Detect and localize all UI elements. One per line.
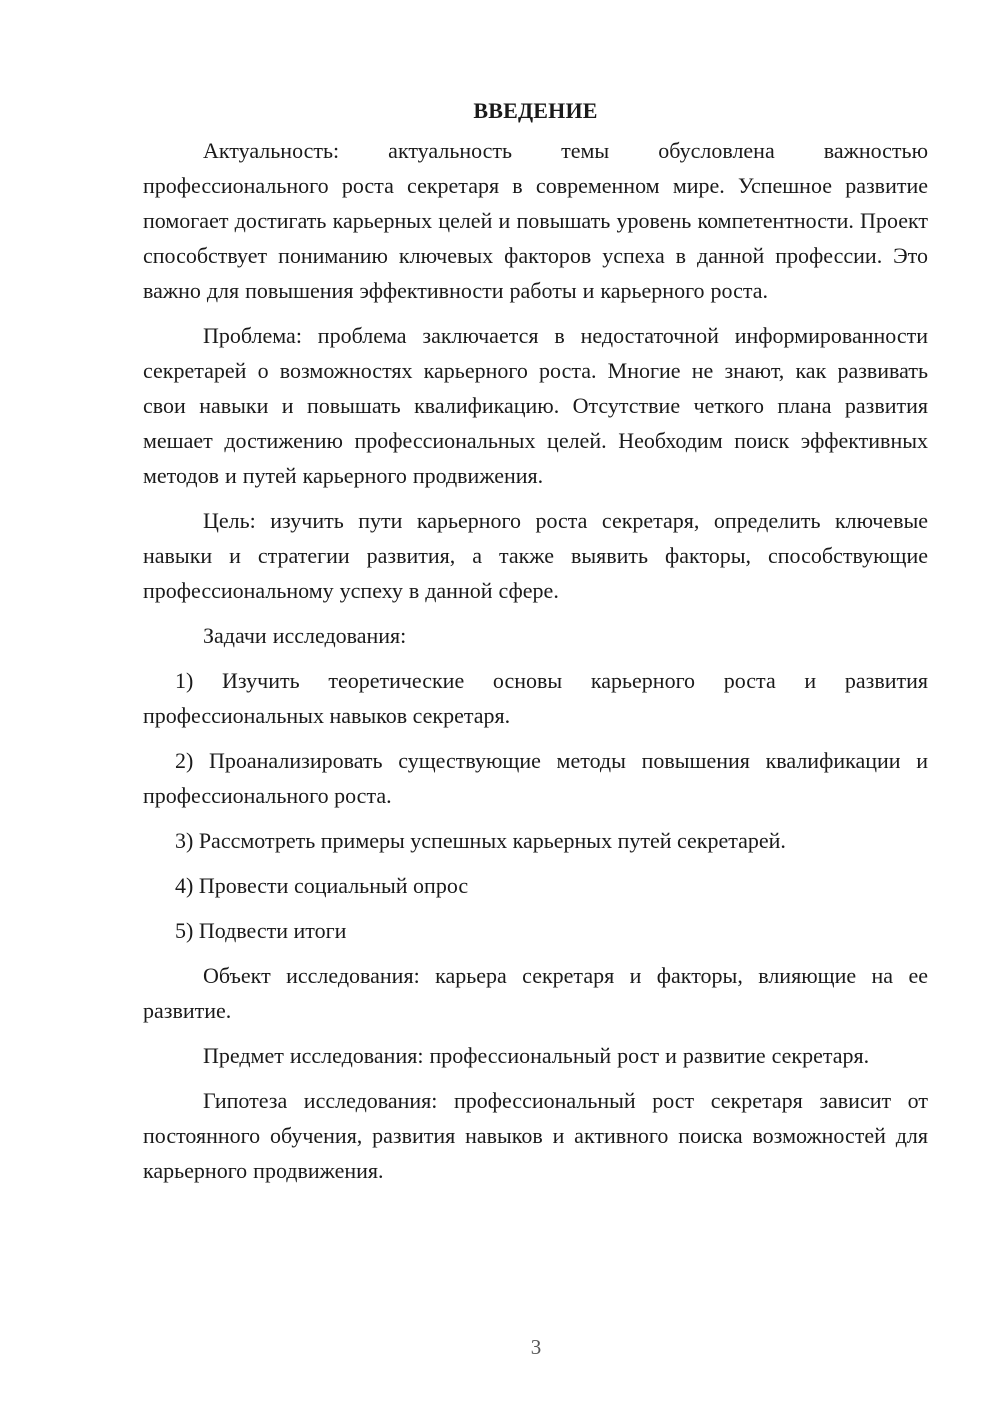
task-item-5: 5) Подвести итоги xyxy=(175,918,347,943)
task-item-3: 3) Рассмотреть примеры успешных карьерных путей секретарей. xyxy=(175,828,786,853)
task-item-4: 4) Провести социальный опрос xyxy=(175,873,469,898)
goal-paragraph: Цель: изучить пути карьерного роста секретаря, определить ключевые навыки и стратегии развития, а также выявить факторы, способствующие профессиональному успеху в данной сфере. xyxy=(143,508,928,603)
hypothesis-paragraph: Гипотеза исследования: профессиональный рост секретаря зависит от постоянного обучения, развития навыков и активного поиска возможностей для карьерного продвижения. xyxy=(143,1088,928,1183)
section-heading: ВВЕДЕНИЕ xyxy=(473,98,598,123)
task-item-1: 1) Изучить теоретические основы карьерного роста и развития профессиональных навыков секретаря. xyxy=(143,668,928,728)
relevance-paragraph: Актуальность: актуальность темы обусловлена важностью профессионального роста секретаря в современном мире. Успешное развитие помогает достигать карьерных целей и повышать уровень компетентности. Проект способствует пониманию ключевых факторов успеха в данной профессии. Это важно для повышения эффективности работы и карьерного роста. xyxy=(143,138,928,303)
object-paragraph: Объект исследования: карьера секретаря и факторы, влияющие на ее развитие. xyxy=(143,963,928,1023)
page-content xyxy=(143,96,928,1198)
problem-paragraph: Проблема: проблема заключается в недостаточной информированности секретарей о возможностях карьерного роста. Многие не знают, как развивать свои навыки и повышать квалификацию. Отсутствие четкого плана развития мешает достижению профессиональных целей. Необходим поиск эффективных методов и путей карьерного продвижения. xyxy=(143,323,928,488)
tasks-list xyxy=(143,663,928,948)
tasks-heading: Задачи исследования: xyxy=(203,623,407,648)
page-number: 3 xyxy=(530,1335,542,1359)
task-item-2: 2) Проанализировать существующие методы повышения квалификации и профессионального роста. xyxy=(143,748,928,808)
subject-paragraph: Предмет исследования: профессиональный рост и развитие секретаря. xyxy=(203,1043,870,1068)
